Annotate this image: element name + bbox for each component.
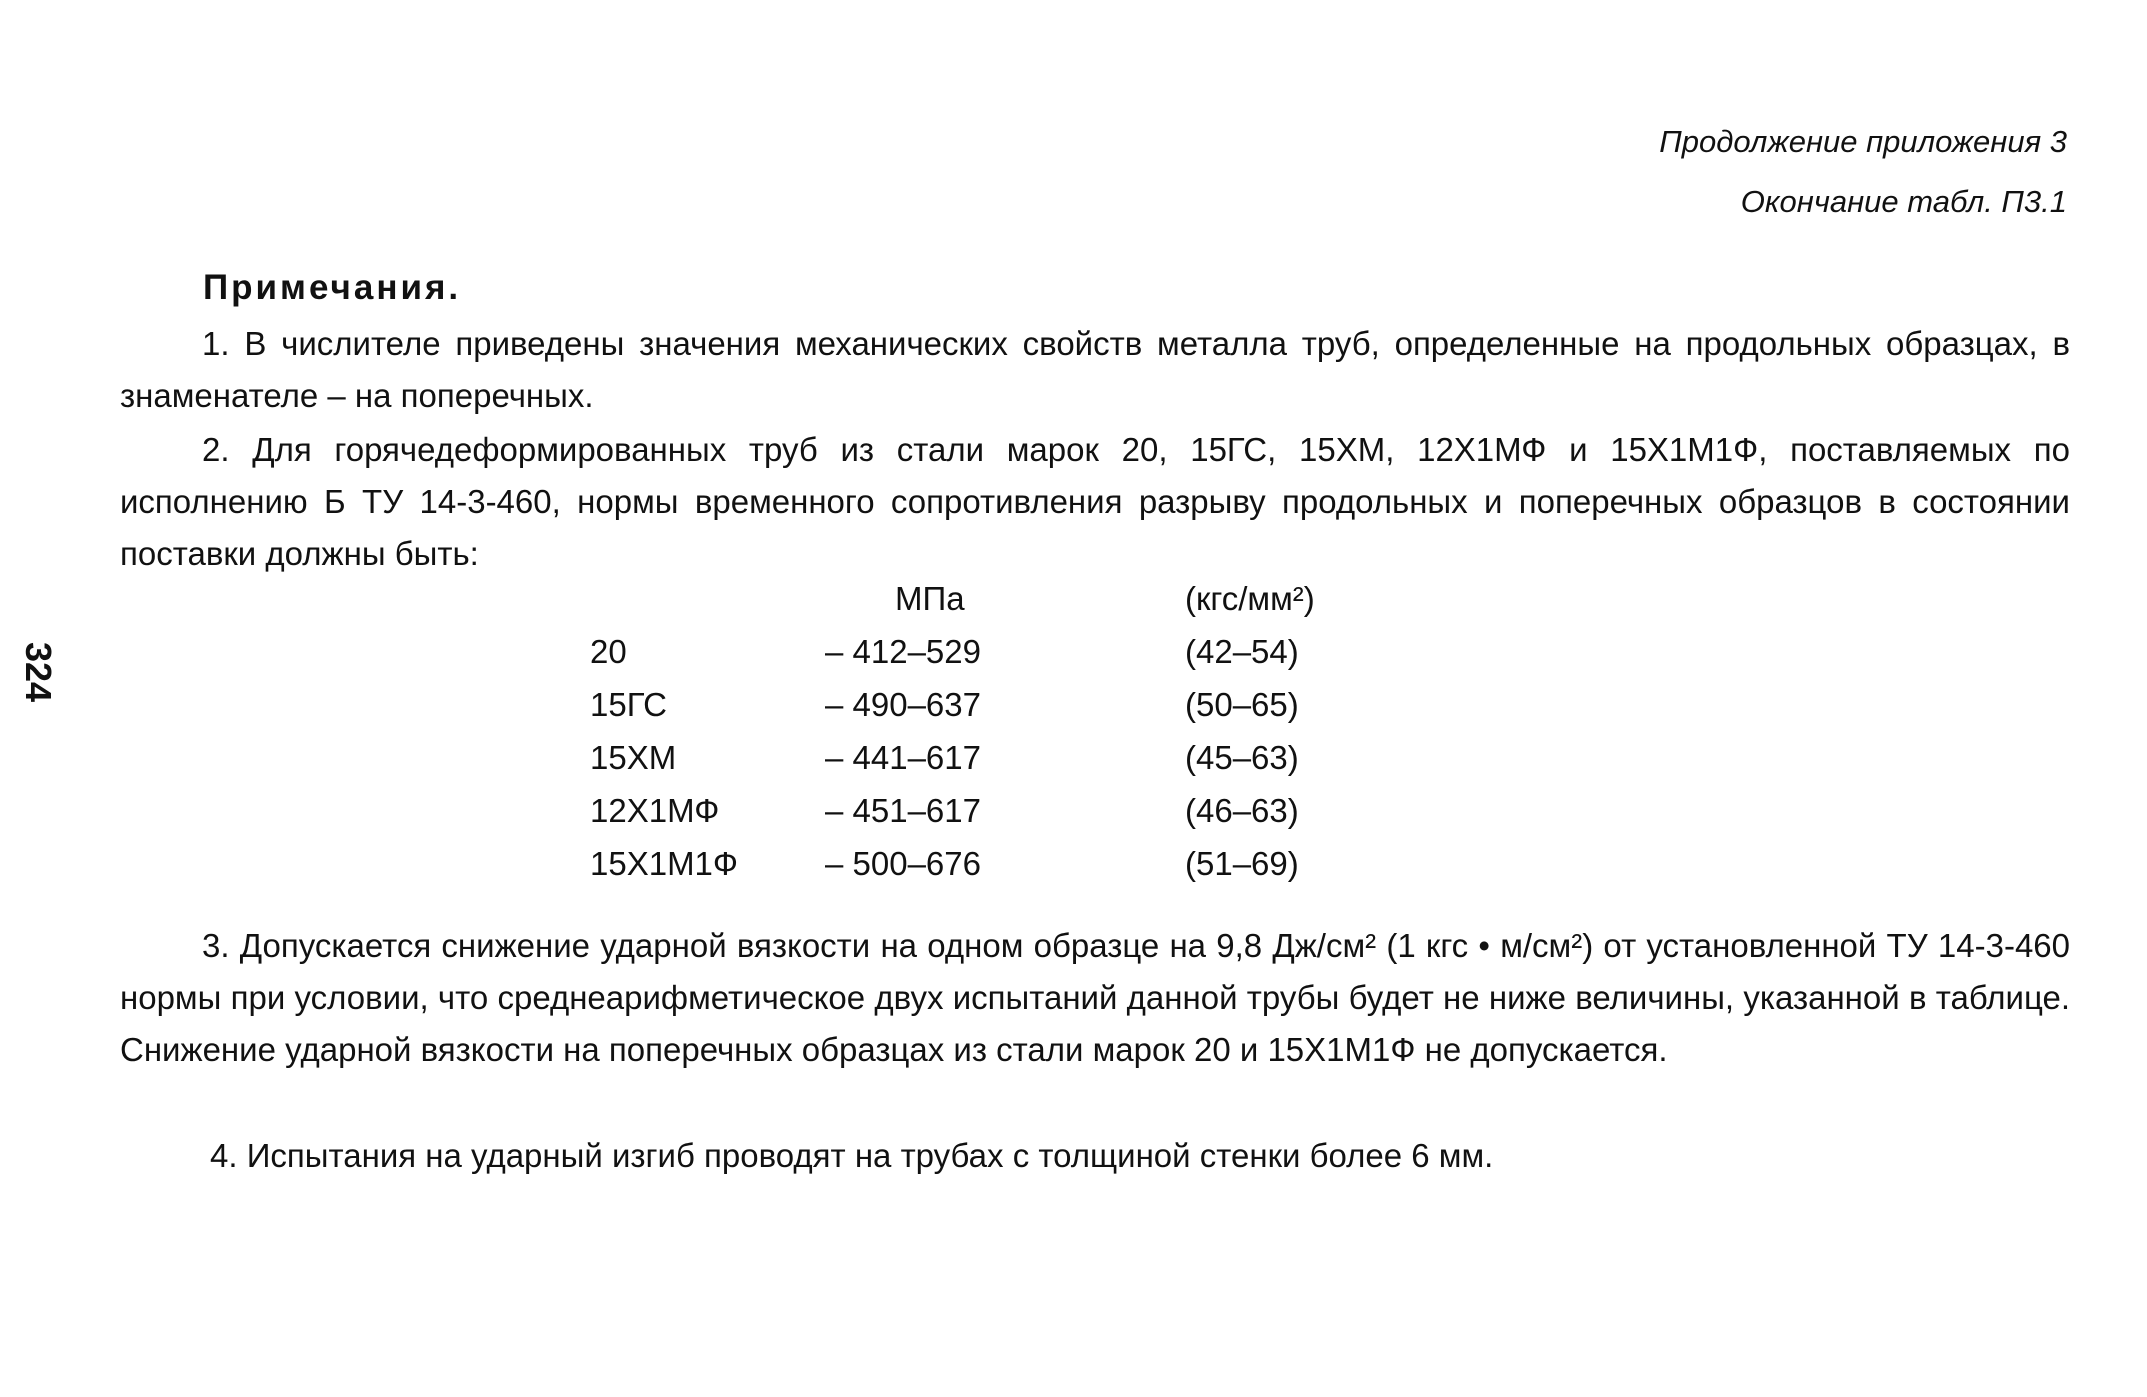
steel-grade: 15ГС (590, 686, 667, 723)
note-1: 1. В числителе приведены значения механических свойств металла труб, определенные на продольных образцах, в знаменателе – на поперечных. (120, 325, 2070, 414)
steel-grade: 15Х1М1Ф (590, 845, 739, 882)
strength-kgs: (46–63) (1185, 792, 1299, 829)
strength-kgs: (42–54) (1185, 633, 1299, 670)
steel-grade: 20 (590, 633, 627, 670)
header-mpa: МПа (895, 580, 965, 617)
table-end-header: Окончание табл. П3.1 (1740, 184, 2067, 219)
strength-mpa: – 412–529 (825, 633, 981, 670)
strength-mpa: – 441–617 (825, 739, 981, 776)
strength-kgs: (45–63) (1185, 739, 1299, 776)
strength-mpa: – 490–637 (825, 686, 981, 723)
note-2: 2. Для горячедеформированных труб из стали марок 20, 15ГС, 15ХМ, 12Х1МФ и 15Х1М1Ф, поставляемых по исполнению Б ТУ 14-3-460, нормы временного сопротивления разрыву продольных и поперечных образцов в состоянии поставки должны быть: (120, 431, 2070, 572)
appendix-continuation-header: Продолжение приложения 3 (1659, 124, 2067, 159)
steel-grade: 12Х1МФ (590, 792, 720, 829)
strength-kgs: (50–65) (1185, 686, 1299, 723)
notes-title: Примечания. (203, 268, 462, 307)
strength-mpa: – 451–617 (825, 792, 981, 829)
header-kgs: (кгс/мм²) (1185, 580, 1315, 617)
strength-mpa: – 500–676 (825, 845, 981, 882)
note-3: 3. Допускается снижение ударной вязкости на одном образце на 9,8 Дж/см² (1 кгс • м/см²) от установленной ТУ 14-3-460 нормы при условии, что среднеарифметическое двух испытаний данной трубы будет не ниже величины, указанной в таблице. Снижение ударной вязкости на поперечных образцах из стали марок 20 и 15Х1М1Ф не допускается. (120, 927, 2070, 1068)
steel-grade: 15ХМ (590, 739, 677, 776)
page-number: 324 (18, 641, 59, 703)
note-4: 4. Испытания на ударный изгиб проводят на трубах с толщиной стенки более 6 мм. (210, 1137, 1494, 1174)
strength-kgs: (51–69) (1185, 845, 1299, 882)
